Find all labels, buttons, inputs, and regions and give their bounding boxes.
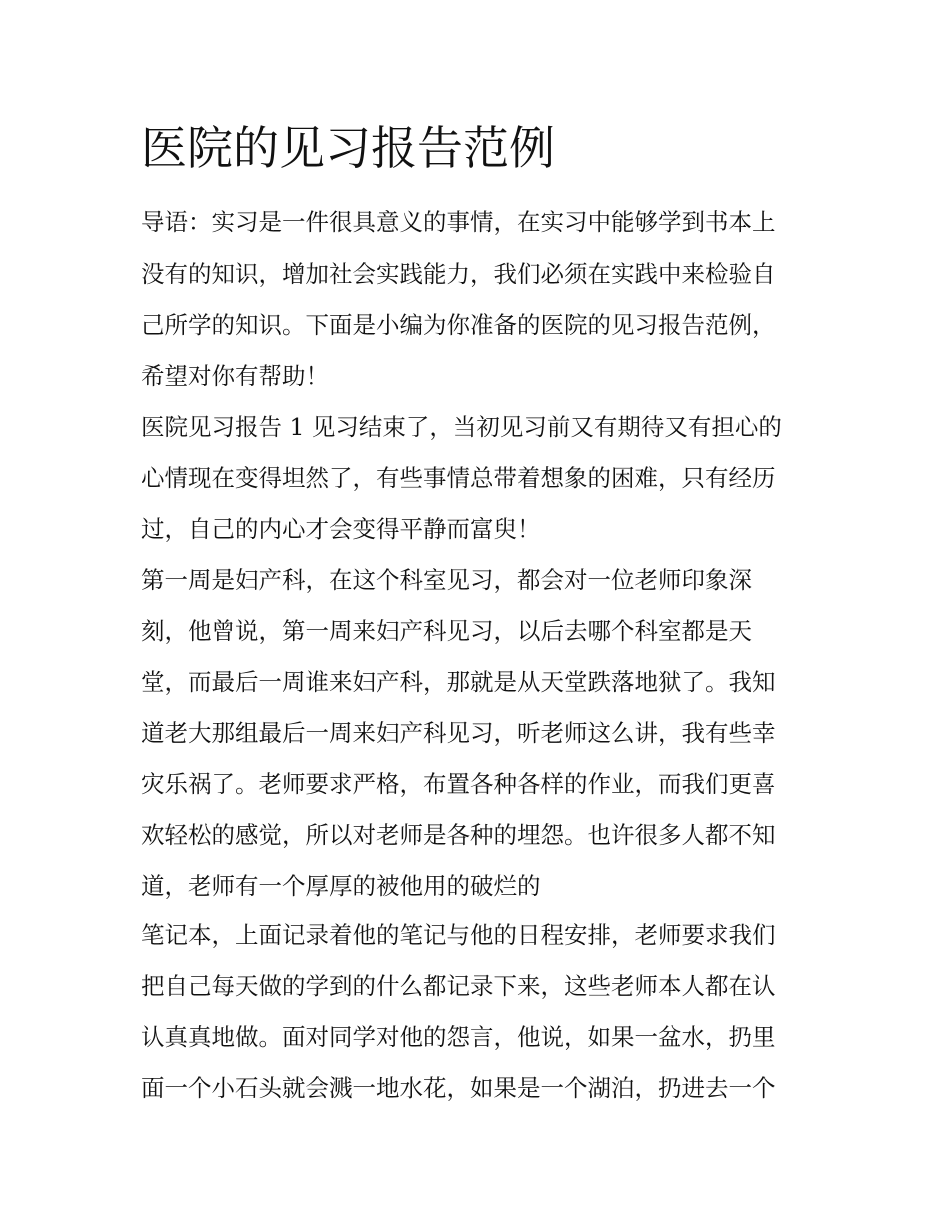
text-line: 欢轻松的感觉，所以对老师是各种的埋怨。也许很多人都不知 <box>141 821 776 849</box>
text-line: 道老大那组最后一周来妇产科见习，听老师这么讲，我有些幸 <box>141 719 776 747</box>
text-line: 过，自己的内心才会变得平静而富臾！ <box>141 515 541 543</box>
text-line: 道，老师有一个厚厚的被他用的破烂的 <box>141 872 541 900</box>
text-line: 把自己每天做的学到的什么都记录下来，这些老师本人都在认 <box>141 972 776 1000</box>
text-line: 导语：实习是一件很具意义的事情，在实习中能够学到书本上 <box>141 208 776 236</box>
document-title: 医院的见习报告范例 <box>141 121 555 175</box>
text-line: 堂，而最后一周谁来妇产科，那就是从天堂跌落地狱了。我知 <box>141 668 776 696</box>
text-line: 第一周是妇产科，在这个科室见习，都会对一位老师印象深 <box>141 566 752 594</box>
text-line: 笔记本，上面记录着他的笔记与他的日程安排，老师要求我们 <box>141 921 776 949</box>
text-line: 刻，他曾说，第一周来妇产科见习，以后去哪个科室都是天 <box>141 617 752 645</box>
text-line: 己所学的知识。下面是小编为你准备的医院的见习报告范例， <box>141 311 776 339</box>
text-line: 认真真地做。面对同学对他的怨言，他说，如果一盆水，扔里 <box>141 1023 776 1051</box>
text-line: 面一个小石头就会溅一地水花，如果是一个湖泊，扔进去一个 <box>141 1074 776 1102</box>
text-line: 灾乐祸了。老师要求严格，布置各种各样的作业，而我们更喜 <box>141 770 776 798</box>
text-line: 医院见习报告 1 见习结束了，当初见习前又有期待又有担心的 <box>141 413 782 441</box>
text-line: 心情现在变得坦然了，有些事情总带着想象的困难，只有经历 <box>141 464 776 492</box>
text-line: 希望对你有帮助！ <box>141 362 329 390</box>
text-line: 没有的知识，增加社会实践能力，我们必须在实践中来检验自 <box>141 260 776 288</box>
